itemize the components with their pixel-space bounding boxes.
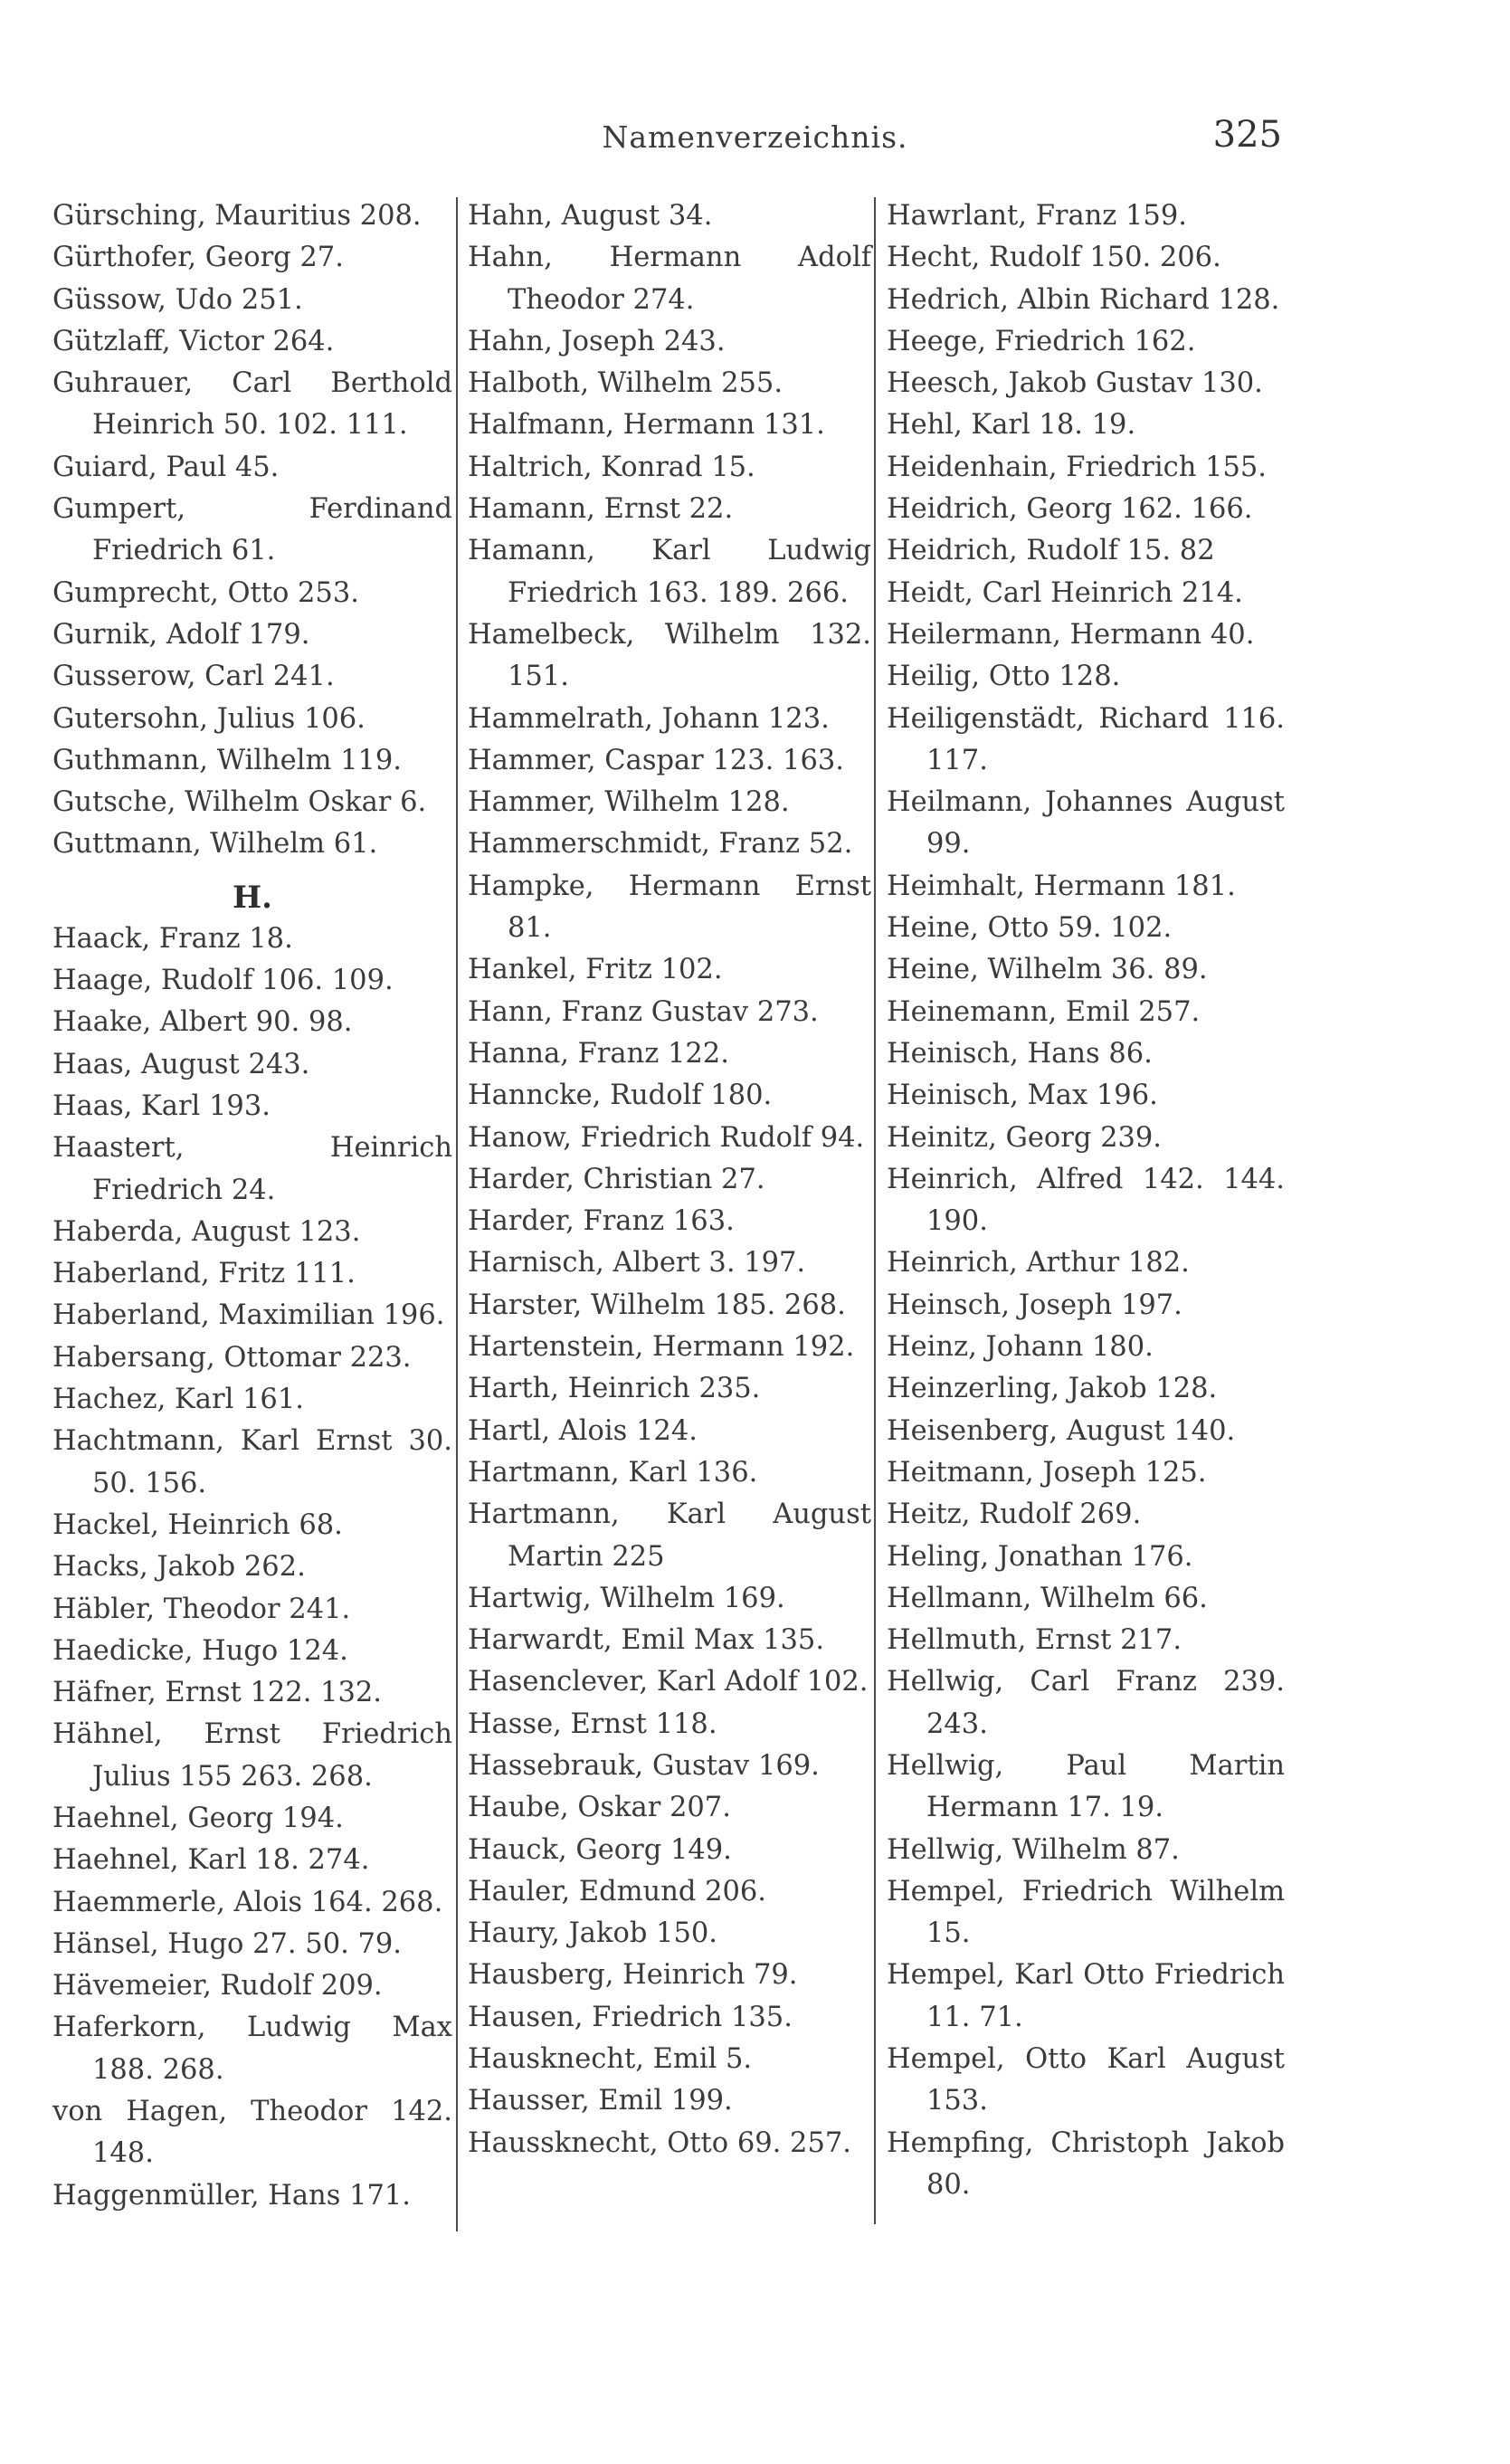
index-entry: Hänsel, Hugo 27. 50. 79. xyxy=(52,1927,403,1960)
index-entry: Hartenstein, Hermann 192. xyxy=(468,1331,855,1364)
index-entry: Hellmuth, Ernst 217. xyxy=(887,1624,1182,1657)
index-entry: Hamann, Karl Ludwig Friedrich 163. 189. 266. xyxy=(468,535,871,609)
index-entry: Haehnel, Georg 194. xyxy=(52,1802,344,1834)
index-entry: Heinzerling, Jakob 128. xyxy=(887,1373,1218,1405)
index-entry: Heidrich, Rudolf 15. 82 xyxy=(887,535,1215,567)
index-entry: Hachtmann, Karl Ernst 30. 50. 156. xyxy=(52,1425,452,1499)
index-entry: Guttmann, Wilhelm 61. xyxy=(52,828,378,861)
index-entry: Guiard, Paul 45. xyxy=(52,451,280,483)
index-entry: Heinrich, Alfred 142. 144. 190. xyxy=(887,1163,1285,1238)
index-entry: Guthmann, Wilhelm 119. xyxy=(52,744,402,776)
index-entry: Hammelrath, Johann 123. xyxy=(468,702,830,735)
index-entry: Haube, Oskar 207. xyxy=(468,1792,731,1824)
index-entry: Haggenmüller, Hans 171. xyxy=(52,2179,411,2212)
index-entry: Haas, August 243. xyxy=(52,1048,310,1080)
index-column-1 xyxy=(52,195,452,2217)
index-entry: Hartmann, Karl 136. xyxy=(468,1456,758,1489)
index-entry: Gutsche, Wilhelm Oskar 6. xyxy=(52,786,427,819)
index-entry: Hassebrauk, Gustav 169. xyxy=(468,1749,820,1782)
index-entry: Haehnel, Karl 18. 274. xyxy=(52,1844,370,1877)
index-entry: Hempel, Karl Otto Friedrich 11. 71. xyxy=(887,1959,1285,2033)
index-entry: Hempel, Otto Karl August 153. xyxy=(887,2043,1285,2117)
index-entry: Halfmann, Hermann 131. xyxy=(468,409,825,442)
index-entry: Hecht, Rudolf 150. 206. xyxy=(887,242,1221,274)
index-entry: Hempfing, Christoph Jakob 80. xyxy=(887,2126,1285,2201)
index-entry: Haage, Rudolf 106. 109. xyxy=(52,965,394,997)
index-entry: Gutersohn, Julius 106. xyxy=(52,702,366,735)
index-entry: Harder, Franz 163. xyxy=(468,1205,735,1238)
index-entry: Heinrich, Arthur 182. xyxy=(887,1247,1190,1280)
index-entry: Haastert, Heinrich Friedrich 24. xyxy=(52,1132,452,1206)
index-entry: Hellwig, Paul Martin Hermann 17. 19. xyxy=(887,1749,1285,1824)
index-entry: Heisenberg, August 140. xyxy=(887,1414,1236,1447)
index-entry: Guhrauer, Carl Berthold Heinrich 50. 102. 111. xyxy=(52,367,452,442)
index-entry: Hankel, Fritz 102. xyxy=(468,954,723,986)
index-entry: Heinisch, Max 196. xyxy=(887,1080,1158,1112)
column-divider-2 xyxy=(874,197,876,2224)
index-entry: Hartl, Alois 124. xyxy=(468,1414,698,1447)
index-entry: Heiligenstädt, Richard 116. 117. xyxy=(887,702,1285,776)
index-entry: Hampke, Hermann Ernst 81. xyxy=(468,870,871,945)
index-entry: Hävemeier, Rudolf 209. xyxy=(52,1970,383,2003)
index-entry: Heine, Otto 59. 102. xyxy=(887,912,1173,945)
index-entry: Heling, Jonathan 176. xyxy=(887,1540,1193,1573)
index-entry: Haferkorn, Ludwig Max 188. 268. xyxy=(52,2012,452,2086)
index-entry: Hamann, Ernst 22. xyxy=(468,493,734,526)
index-entry: Heege, Friedrich 162. xyxy=(887,325,1196,357)
index-entry: Hausknecht, Emil 5. xyxy=(468,2043,753,2076)
index-entry: Hauck, Georg 149. xyxy=(468,1833,732,1866)
index-entry: Hammer, Wilhelm 128. xyxy=(468,786,790,819)
index-entry: Hahn, Joseph 243. xyxy=(468,325,726,357)
column-divider-1 xyxy=(456,197,458,2231)
index-entry: Hähnel, Ernst Friedrich Julius 155 263. 268. xyxy=(52,1718,452,1793)
index-entry: Heidrich, Georg 162. 166. xyxy=(887,493,1253,526)
index-entry: Gusserow, Carl 241. xyxy=(52,661,335,693)
index-entry: Haemmerle, Alois 164. 268. xyxy=(52,1886,443,1918)
index-entry: Halboth, Wilhelm 255. xyxy=(468,367,783,400)
index-entry: Heitmann, Joseph 125. xyxy=(887,1456,1207,1489)
index-entry: Häfner, Ernst 122. 132. xyxy=(52,1677,382,1709)
index-entry: Harder, Christian 27. xyxy=(468,1163,765,1195)
index-entry: Heilig, Otto 128. xyxy=(887,661,1121,693)
index-entry: Hasenclever, Karl Adolf 102. xyxy=(468,1666,869,1698)
index-entry: Hehl, Karl 18. 19. xyxy=(887,409,1136,442)
index-entry: Heilermann, Hermann 40. xyxy=(887,618,1255,651)
index-entry: Heinemann, Emil 257. xyxy=(887,995,1201,1028)
index-entry: Heinsch, Joseph 197. xyxy=(887,1289,1182,1321)
index-entry: Gumpert, Ferdinand Friedrich 61. xyxy=(52,493,452,567)
index-entry: Haussknecht, Otto 69. 257. xyxy=(468,2126,851,2159)
index-entry: Heimhalt, Hermann 181. xyxy=(887,870,1236,902)
page-header-title: Namenverzeichnis. xyxy=(602,119,908,155)
index-entry: Hawrlant, Franz 159. xyxy=(887,200,1187,232)
index-entry: Hellmann, Wilhelm 66. xyxy=(887,1582,1208,1614)
index-entry: von Hagen, Theodor 142. 148. xyxy=(52,2096,452,2170)
index-entry: Hauler, Edmund 206. xyxy=(468,1875,766,1907)
index-entry: Hausberg, Heinrich 79. xyxy=(468,1959,798,1992)
index-entry: Haltrich, Konrad 15. xyxy=(468,451,755,483)
index-entry: Harnisch, Albert 3. 197. xyxy=(468,1247,806,1280)
index-entry: Gürthofer, Georg 27. xyxy=(52,242,344,274)
index-entry: Haberland, Maximilian 196. xyxy=(52,1299,445,1332)
index-entry: Haberland, Fritz 111. xyxy=(52,1258,356,1290)
page-number: 325 xyxy=(1212,114,1282,156)
index-entry: Hamelbeck, Wilhelm 132. 151. xyxy=(468,618,871,693)
index-entry: Hempel, Friedrich Wilhelm 15. xyxy=(887,1875,1285,1950)
index-entry: Hahn, August 34. xyxy=(468,200,713,232)
index-entry: Heidenhain, Friedrich 155. xyxy=(887,451,1267,483)
index-entry: Gurnik, Adolf 179. xyxy=(52,618,310,651)
index-entry: Hausser, Emil 199. xyxy=(468,2085,733,2117)
index-entry: Haury, Jakob 150. xyxy=(468,1917,717,1950)
index-entry: Gumprecht, Otto 253. xyxy=(52,576,359,609)
index-entry: Harster, Wilhelm 185. 268. xyxy=(468,1289,846,1321)
index-entry: Heinisch, Hans 86. xyxy=(887,1037,1153,1070)
index-entry: Hammerschmidt, Franz 52. xyxy=(468,828,853,861)
index-entry: Hanow, Friedrich Rudolf 94. xyxy=(468,1121,865,1154)
index-entry: Hanncke, Rudolf 180. xyxy=(468,1080,773,1112)
index-column-2 xyxy=(468,195,871,2164)
index-entry: Hellwig, Carl Franz 239. 243. xyxy=(887,1666,1285,1740)
index-entry: Heinitz, Georg 239. xyxy=(887,1121,1163,1154)
index-entry: Hann, Franz Gustav 273. xyxy=(468,995,819,1028)
index-entry: Haedicke, Hugo 124. xyxy=(52,1634,348,1667)
index-entry: Haberda, August 123. xyxy=(52,1215,361,1248)
index-entry: Heidt, Carl Heinrich 214. xyxy=(887,576,1243,609)
index-entry: Haas, Karl 193. xyxy=(52,1089,271,1122)
index-entry: Hachez, Karl 161. xyxy=(52,1384,304,1416)
index-column-3 xyxy=(887,195,1285,2206)
index-entry: Heesch, Jakob Gustav 130. xyxy=(887,367,1263,400)
index-entry: Hartwig, Wilhelm 169. xyxy=(468,1582,785,1614)
index-entry: Heine, Wilhelm 36. 89. xyxy=(887,954,1208,986)
index-entry: Hammer, Caspar 123. 163. xyxy=(468,744,844,776)
index-entry: Hartmann, Karl August Martin 225 xyxy=(468,1498,871,1573)
index-entry: Hahn, Hermann Adolf Theodor 274. xyxy=(468,242,871,316)
index-entry: Gützlaff, Victor 264. xyxy=(52,325,335,357)
index-entry: Güssow, Udo 251. xyxy=(52,283,303,316)
index-entry: Hanna, Franz 122. xyxy=(468,1037,729,1070)
index-entry: Hausen, Friedrich 135. xyxy=(468,2001,793,2033)
index-entry: Hedrich, Albin Richard 128. xyxy=(887,283,1280,316)
index-entry: Hacks, Jakob 262. xyxy=(52,1551,306,1584)
section-letter-heading: H. xyxy=(233,879,272,916)
index-entry: Häbler, Theodor 241. xyxy=(52,1593,351,1625)
index-entry: Harth, Heinrich 235. xyxy=(468,1373,761,1405)
index-entry: Habersang, Ottomar 223. xyxy=(52,1341,412,1374)
index-entry: Haake, Albert 90. 98. xyxy=(52,1006,353,1039)
index-entry: Heitz, Rudolf 269. xyxy=(887,1498,1142,1531)
index-entry: Heilmann, Johannes August 99. xyxy=(887,786,1285,861)
index-entry: Haack, Franz 18. xyxy=(52,922,293,955)
index-entry: Hasse, Ernst 118. xyxy=(468,1708,717,1740)
index-entry: Heinz, Johann 180. xyxy=(887,1331,1154,1364)
index-entry: Hellwig, Wilhelm 87. xyxy=(887,1833,1180,1866)
index-entry: Hackel, Heinrich 68. xyxy=(52,1508,343,1541)
index-entry: Gürsching, Mauritius 208. xyxy=(52,200,422,232)
index-entry: Harwardt, Emil Max 135. xyxy=(468,1624,825,1657)
